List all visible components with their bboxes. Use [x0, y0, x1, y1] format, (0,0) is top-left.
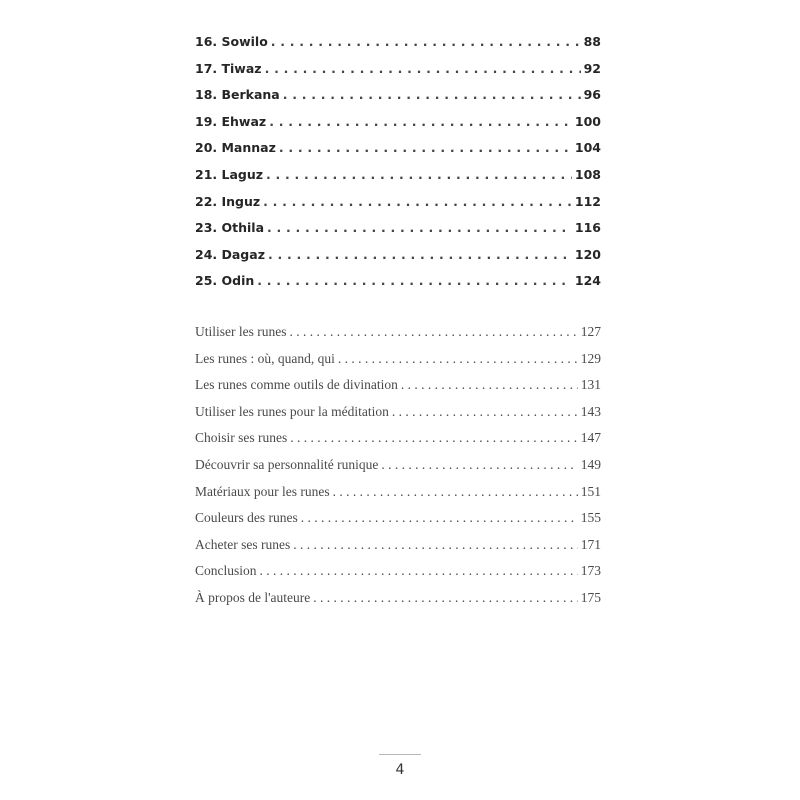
- toc-entry-title: Choisir ses runes: [195, 430, 288, 446]
- toc-entry-title: Conclusion: [195, 563, 257, 579]
- toc-entry-title: 17. Tiwaz: [195, 60, 262, 76]
- toc-leader-dots: [333, 484, 578, 500]
- toc-entry-page: 143: [580, 403, 601, 419]
- toc-entry: [195, 484, 601, 511]
- toc-entry-page: 155: [580, 510, 601, 526]
- toc-entry-title: 20. Mannaz: [195, 140, 276, 156]
- toc-leader-dots: [271, 34, 581, 49]
- footer-divider: [379, 754, 421, 755]
- toc-entry: [195, 430, 601, 457]
- toc-entry: [195, 351, 601, 378]
- toc-entry-title: Utiliser les runes: [195, 324, 287, 339]
- toc-entry-title: 19. Ehwaz: [195, 113, 267, 129]
- toc-entry-title: Les runes comme outils de divination: [195, 377, 398, 393]
- toc-entry-title: 24. Dagaz: [195, 246, 265, 262]
- toc-entry-title: À propos de l'auteure: [195, 589, 311, 605]
- toc-leader-dots: [283, 87, 581, 102]
- toc-entry-page: 92: [583, 60, 601, 76]
- toc-entry-page: 131: [580, 377, 601, 393]
- toc-entry-page: 151: [580, 483, 601, 499]
- toc-entry-title: Découvrir sa personnalité runique: [195, 456, 379, 472]
- toc-entry: [195, 324, 601, 351]
- toc-leader-dots: [260, 563, 578, 579]
- toc-leader-dots: [338, 351, 578, 367]
- toc-entry-page: 149: [580, 456, 601, 472]
- toc-entry: [195, 140, 601, 167]
- toc-entry-page: 173: [580, 563, 601, 579]
- toc-entry: [195, 590, 601, 617]
- toc-entry-page: 147: [580, 430, 601, 446]
- toc-leader-dots: [279, 140, 572, 155]
- toc-entry-page: 96: [583, 87, 601, 103]
- toc-chapters-section: [195, 324, 601, 617]
- toc-entry: [195, 61, 601, 88]
- toc-entry-title: 18. Berkana: [195, 87, 280, 103]
- toc-entry: [195, 273, 601, 300]
- toc-entry-page: 127: [580, 324, 601, 339]
- toc-entry-title: Matériaux pour les runes: [195, 483, 330, 499]
- toc-entry: [195, 247, 601, 274]
- toc-entry: [195, 563, 601, 590]
- toc-entry-title: 16. Sowilo: [195, 34, 268, 49]
- toc-leader-dots: [268, 247, 572, 262]
- toc-entry-title: 25. Odin: [195, 273, 255, 289]
- toc-entry: [195, 194, 601, 221]
- toc-entry: [195, 537, 601, 564]
- toc-entry: [195, 220, 601, 247]
- toc-entry-title: Utiliser les runes pour la méditation: [195, 403, 389, 419]
- toc-leader-dots: [265, 61, 581, 76]
- toc-entry: [195, 404, 601, 431]
- toc-entry-page: 104: [574, 140, 601, 156]
- toc-entry-page: 108: [574, 166, 601, 182]
- toc-entry: [195, 34, 601, 61]
- toc-leader-dots: [301, 510, 578, 526]
- toc-entry-title: Couleurs des runes: [195, 510, 298, 526]
- toc-leader-dots: [290, 430, 578, 446]
- toc-leader-dots: [392, 404, 578, 420]
- toc-entry: [195, 114, 601, 141]
- toc-entry-page: 112: [574, 193, 601, 209]
- toc-entry: [195, 167, 601, 194]
- toc-leader-dots: [269, 114, 572, 129]
- toc-entry-title: 21. Laguz: [195, 166, 264, 182]
- toc-entry: [195, 510, 601, 537]
- toc-entry-title: 23. Othila: [195, 220, 265, 236]
- toc-runes-section: [195, 34, 601, 300]
- toc-entry-page: 120: [574, 246, 601, 262]
- page-number: 4: [395, 762, 405, 778]
- toc-leader-dots: [257, 273, 572, 288]
- toc-entry-page: 116: [574, 220, 601, 236]
- toc-leader-dots: [289, 324, 577, 340]
- toc-entry-page: 171: [580, 536, 601, 552]
- toc-leader-dots: [293, 537, 578, 553]
- toc-entry: [195, 457, 601, 484]
- toc-leader-dots: [263, 194, 572, 209]
- toc-leader-dots: [266, 167, 572, 182]
- toc-leader-dots: [267, 220, 572, 235]
- toc-entry-title: Acheter ses runes: [195, 536, 291, 552]
- toc-entry-title: Les runes : où, quand, qui: [195, 350, 335, 366]
- toc-entry: [195, 87, 601, 114]
- toc-leader-dots: [401, 377, 578, 393]
- toc-entry-page: 88: [583, 34, 601, 49]
- toc-entry-title: 22. Inguz: [195, 193, 261, 209]
- toc-entry-page: 175: [580, 589, 601, 605]
- toc-entry: [195, 377, 601, 404]
- toc-entry-page: 124: [574, 273, 601, 289]
- toc-leader-dots: [381, 457, 577, 473]
- toc-entry-page: 129: [580, 350, 601, 366]
- toc-entry-page: 100: [574, 113, 601, 129]
- toc-leader-dots: [313, 590, 577, 606]
